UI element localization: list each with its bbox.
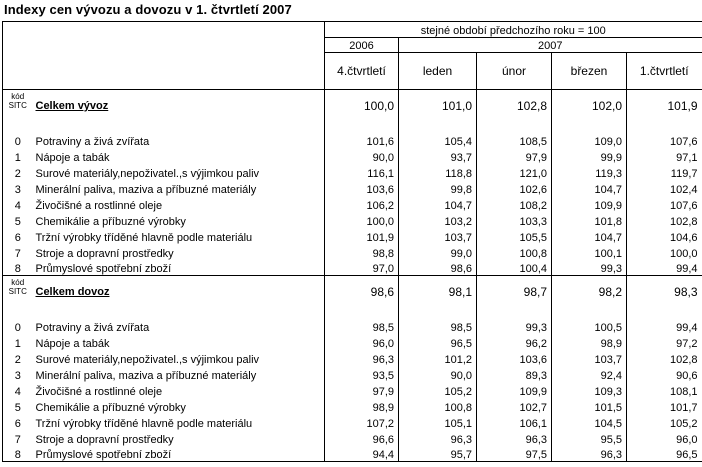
commodity-name: Potraviny a živá zvířata [35,321,150,334]
index-value: 97,2 [627,334,702,350]
index-value: 121,0 [477,164,552,180]
sitc-code: 4 [3,196,33,212]
index-value: 100,0 [627,244,702,260]
index-value: 105,4 [399,122,477,148]
index-value: 90,0 [325,148,399,164]
sitc-code: 3 [3,366,33,382]
index-value: 105,2 [627,414,702,430]
index-value: 90,6 [627,366,702,382]
sitc-code-label [3,276,33,308]
commodity-name: Minerální paliva, maziva a příbuzné materiály [35,369,257,382]
table-row [3,350,702,366]
total-value: 101,9 [627,90,702,122]
table-row [3,334,702,350]
index-value: 103,3 [477,212,552,228]
table-row [3,260,702,276]
table-row [3,430,702,446]
index-value: 96,5 [627,446,702,462]
index-value: 108,2 [477,196,552,212]
sitc-label: SITC [8,101,27,110]
index-value: 93,7 [399,148,477,164]
index-value: 104,7 [552,228,627,244]
commodity-name: Minerální paliva, maziva a příbuzné materiály [35,183,257,196]
total-value: 102,8 [477,90,552,122]
index-value: 101,7 [627,398,702,414]
commodity-name: Nápoje a tabák [35,337,110,350]
index-value: 97,5 [477,446,552,462]
index-value: 100,5 [552,308,627,334]
index-value: 96,3 [477,430,552,446]
period-header: 4.čtvrtletí [325,53,399,90]
index-value: 98,9 [552,334,627,350]
index-value: 99,9 [552,148,627,164]
index-value: 106,2 [325,196,399,212]
commodity-name: Tržní výrobky tříděné hlavně podle materiálu [35,417,253,430]
code-label: kód [11,278,25,287]
sitc-code: 0 [3,308,33,334]
sitc-code: 2 [3,350,33,366]
index-value: 97,9 [477,148,552,164]
period-header: březen [552,53,627,90]
index-value: 97,9 [325,382,399,398]
index-value: 103,7 [399,228,477,244]
sitc-code: 8 [3,446,33,462]
index-value: 105,5 [477,228,552,244]
sitc-code: 7 [3,244,33,260]
table-row [3,122,702,148]
index-value: 103,6 [477,350,552,366]
index-value: 90,0 [399,366,477,382]
sitc-code: 3 [3,180,33,196]
section-total-label: Celkem dovoz [35,285,110,298]
index-value: 98,9 [325,398,399,414]
index-value: 105,2 [399,382,477,398]
index-value: 95,5 [552,430,627,446]
index-value: 94,4 [325,446,399,462]
commodity-name: Živočišné a rostlinné oleje [35,385,163,398]
index-value: 102,7 [477,398,552,414]
index-value: 96,5 [399,334,477,350]
total-value: 100,0 [325,90,399,122]
index-value: 109,9 [552,196,627,212]
index-value: 96,6 [325,430,399,446]
index-value: 107,6 [627,196,702,212]
sitc-code: 0 [3,122,33,148]
table-row [3,180,702,196]
commodity-name: Průmyslové spotřební zboží [35,263,172,275]
commodity-name: Chemikálie a příbuzné výrobky [35,215,186,228]
index-value: 96,3 [399,430,477,446]
total-value: 102,0 [552,90,627,122]
index-value: 101,8 [552,212,627,228]
table-row [3,382,702,398]
index-value: 109,9 [477,382,552,398]
index-value: 103,7 [552,350,627,366]
sitc-code: 2 [3,164,33,180]
sitc-label: SITC [8,287,27,296]
index-value: 119,3 [552,164,627,180]
table-row [3,196,702,212]
sitc-code: 6 [3,414,33,430]
table-row [3,366,702,382]
index-value: 102,8 [627,212,702,228]
index-value: 96,3 [325,350,399,366]
index-value: 102,6 [477,180,552,196]
index-value: 99,0 [399,244,477,260]
index-value: 98,8 [325,244,399,260]
period-header: leden [399,53,477,90]
index-value: 101,9 [325,228,399,244]
commodity-name: Nápoje a tabák [35,151,110,164]
total-value: 98,3 [627,276,702,308]
page-title: Indexy cen vývozu a dovozu v 1. čtvrtletí 2007 [4,2,292,17]
index-value: 99,4 [627,308,702,334]
commodity-name: Stroje a dopravní prostředky [35,433,174,446]
index-value: 96,0 [325,334,399,350]
table-row [3,148,702,164]
total-row [3,90,702,122]
sitc-code: 1 [3,148,33,164]
index-value: 108,5 [477,122,552,148]
sitc-code-label [3,90,33,122]
index-value: 99,3 [552,260,627,276]
sitc-code: 6 [3,228,33,244]
total-value: 98,6 [325,276,399,308]
base-period-label: stejné období předchozího roku = 100 [325,22,702,38]
index-value: 119,7 [627,164,702,180]
index-value: 89,3 [477,366,552,382]
index-value: 102,8 [627,350,702,366]
total-value: 101,0 [399,90,477,122]
index-value: 101,5 [552,398,627,414]
table-row [3,228,702,244]
index-value: 96,2 [477,334,552,350]
index-value: 106,1 [477,414,552,430]
price-index-table [2,21,702,462]
index-value: 100,8 [477,244,552,260]
table-row [3,446,702,462]
table-row [3,212,702,228]
index-value: 104,5 [552,414,627,430]
index-value: 109,3 [552,382,627,398]
index-value: 96,3 [552,446,627,462]
index-value: 97,0 [325,260,399,276]
index-value: 104,6 [627,228,702,244]
table-row [3,244,702,260]
index-value: 96,0 [627,430,702,446]
index-value: 98,5 [399,308,477,334]
table-row [3,398,702,414]
sitc-code: 8 [3,260,33,276]
sitc-code: 5 [3,212,33,228]
index-value: 107,6 [627,122,702,148]
index-value: 102,4 [627,180,702,196]
commodity-name: Stroje a dopravní prostředky [35,247,174,260]
index-value: 99,4 [627,260,702,276]
index-value: 93,5 [325,366,399,382]
index-value: 98,6 [399,260,477,276]
index-value: 104,7 [552,180,627,196]
index-value: 101,2 [399,350,477,366]
index-value: 116,1 [325,164,399,180]
sitc-code: 7 [3,430,33,446]
commodity-name: Potraviny a živá zvířata [35,135,150,148]
index-value: 100,0 [325,212,399,228]
table-row [3,414,702,430]
index-value: 107,2 [325,414,399,430]
index-value: 101,6 [325,122,399,148]
year-2006-label: 2006 [325,38,399,53]
header-row-periods [3,53,702,90]
index-value: 109,0 [552,122,627,148]
sitc-code: 1 [3,334,33,350]
index-value: 118,8 [399,164,477,180]
index-value: 100,4 [477,260,552,276]
commodity-name: Tržní výrobky tříděné hlavně podle materiálu [35,231,253,244]
index-value: 105,1 [399,414,477,430]
section-total-label: Celkem vývoz [35,99,109,112]
commodity-name: Surové materiály,nepoživatel.,s výjimkou paliv [35,167,260,180]
code-label: kód [11,92,25,101]
commodity-name: Chemikálie a příbuzné výrobky [35,401,186,414]
index-value: 100,1 [552,244,627,260]
total-value: 98,7 [477,276,552,308]
table-row [3,308,702,334]
year-2007-label: 2007 [399,38,702,53]
sitc-code: 5 [3,398,33,414]
index-value: 103,2 [399,212,477,228]
index-value: 95,7 [399,446,477,462]
index-value: 97,1 [627,148,702,164]
index-value: 104,7 [399,196,477,212]
commodity-name: Živočišné a rostlinné oleje [35,199,163,212]
total-value: 98,2 [552,276,627,308]
index-value: 98,5 [325,308,399,334]
table-row [3,164,702,180]
header-row-base [3,22,702,38]
commodity-name: Surové materiály,nepoživatel.,s výjimkou paliv [35,353,260,366]
period-header: 1.čtvrtletí [627,53,702,90]
index-value: 99,3 [477,308,552,334]
index-value: 92,4 [552,366,627,382]
sitc-code: 4 [3,382,33,398]
index-value: 100,8 [399,398,477,414]
period-header: únor [477,53,552,90]
commodity-name: Průmyslové spotřební zboží [33,446,325,462]
index-value: 99,8 [399,180,477,196]
index-value: 108,1 [627,382,702,398]
total-value: 98,1 [399,276,477,308]
total-row [3,276,702,308]
header-row-years [3,38,702,53]
index-value: 103,6 [325,180,399,196]
